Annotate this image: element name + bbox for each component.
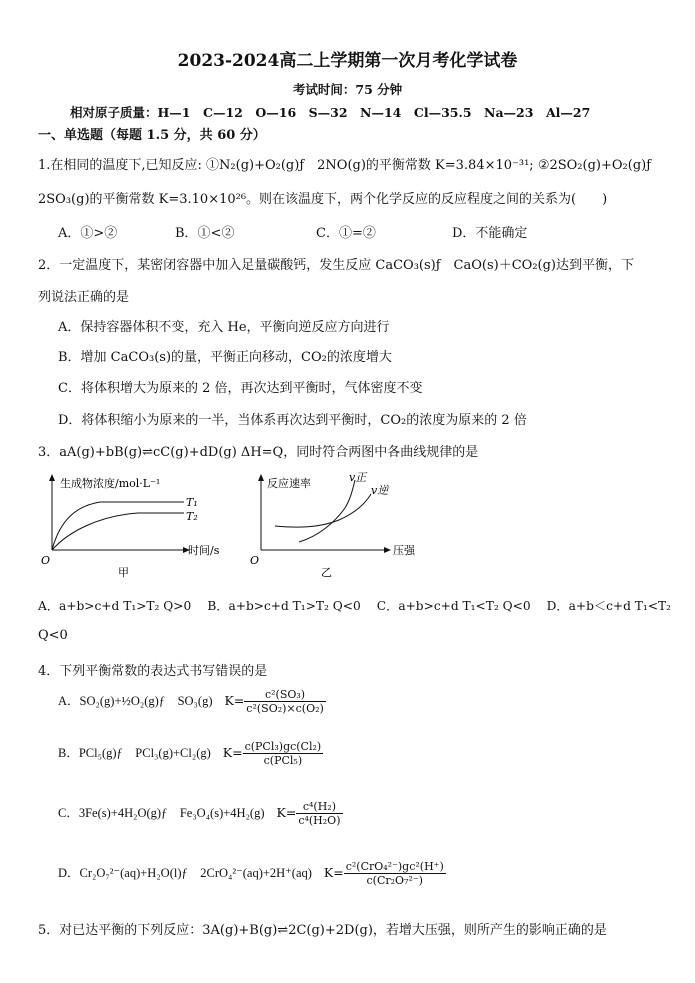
- chart-yi-vrev-label: v逆: [371, 484, 389, 497]
- chart-jia-caption: 甲: [118, 566, 129, 579]
- q4-b-k: K=: [222, 745, 243, 760]
- q4-b-fraction: [243, 740, 324, 767]
- chart-jia-origin: O: [41, 554, 51, 567]
- q4-d-num: c²(CrO₄²⁻)gc²(H⁺): [345, 860, 444, 873]
- q2-line1: 2．一定温度下，某密闭容器中加入足量碳酸钙，发生反应 CaCO₃(s)ƒ CaO(s)＋CO₂(g)达到平衡，下: [38, 258, 634, 273]
- q4-b-den: c(PCl₅): [263, 754, 303, 767]
- chart-yi-caption: 乙: [321, 566, 332, 579]
- chart-jia-t1-label: T₁: [186, 496, 198, 509]
- chart-yi-vfwd-label: v正: [349, 471, 367, 484]
- q1-line1: 1.在相同的温度下,已知反应: ①N₂(g)+O₂(g)ƒ 2NO(g)的平衡常数 K=3.84×10⁻³¹; ②2SO₂(g)+O₂(g)ƒ: [38, 158, 652, 173]
- q1-option-b: B．①<②: [175, 226, 235, 241]
- q3-options-line1: A．a+b>c+d T₁>T₂ Q>0 B．a+b>c+d T₁>T₂ Q<0 C．a+b>c+d T₁<T₂ Q<0 D．a+b＜c+d T₁<T₂: [38, 599, 672, 613]
- section-heading: 一、单选题（每题 1.5 分，共 60 分）: [38, 128, 266, 143]
- q3-options-line2: Q<0: [38, 628, 68, 643]
- q4-c-k: K=: [276, 805, 297, 820]
- q2-option-d: D．将体积缩小为原来的一半，当体系再次达到平衡时，CO₂的浓度为原来的 2 倍: [58, 413, 527, 428]
- chart-yi-x-arrow: [384, 547, 391, 553]
- chart-yi-ylabel: 反应速率: [267, 477, 311, 490]
- q4-option-c: [58, 800, 343, 827]
- q4-a-den: c²(SO₂)×c(O₂): [246, 702, 324, 715]
- q4-a-fraction: [244, 688, 326, 715]
- q4-a-num: c²(SO₃): [244, 688, 326, 702]
- q1-option-d: D．不能确定: [452, 226, 528, 241]
- chart-jia-t2-label: T₂: [186, 510, 198, 523]
- q4-d-equation: D．Cr₂O₇²⁻(aq)+H₂O(l)ƒ 2CrO₄²⁻(aq)+2H⁺(aq): [58, 866, 312, 880]
- q1-option-c: C．①=②: [316, 226, 376, 241]
- exam-title: 2023-2024高二上学期第一次月考化学试卷: [177, 51, 518, 71]
- q4-c-num: c⁴(H₂): [296, 800, 342, 814]
- q4-d-den: c(Cr₂O₇²⁻): [366, 874, 423, 887]
- q2-line2: 列说法正确的是: [38, 290, 130, 305]
- q4-d-fraction: [344, 860, 446, 887]
- q4-d-k: K=: [323, 865, 344, 880]
- chart-jia-ylabel: 生成物浓度/mol·L⁻¹: [60, 477, 161, 490]
- q4-b-num: c(PCl₃)gc(Cl₂): [244, 740, 322, 753]
- chart-jia-curve-t1: [52, 502, 184, 550]
- q4-line1: 4．下列平衡常数的表达式书写错误的是: [38, 664, 268, 679]
- chart-yi: [247, 470, 432, 582]
- chart-yi-xlabel: 压强: [393, 544, 415, 557]
- chart-jia: [38, 470, 238, 582]
- chart-yi-curve-v-rev: [275, 494, 371, 527]
- chart-jia-y-arrow: [49, 474, 55, 481]
- q1-line2: 2SO₃(g)的平衡常数 K=3.10×10²⁶。则在该温度下，两个化学反应的反应程度之间的关系为( ): [38, 192, 608, 207]
- q2-option-b: B．增加 CaCO₃(s)的量，平衡正向移动，CO₂的浓度增大: [58, 350, 392, 365]
- q4-option-b: [58, 740, 323, 767]
- chart-jia-curve-t2: [52, 513, 184, 550]
- q4-a-equation: A．SO₂(g)+½O₂(g)ƒ SO₃(g): [58, 694, 213, 708]
- q5-line1: 5．对已达平衡的下列反应：3A(g)+B(g)⇌2C(g)+2D(g)，若增大压强，则所产生的影响正确的是: [38, 923, 607, 938]
- chart-yi-y-arrow: [258, 474, 264, 481]
- q4-b-equation: B．PCl₅(g)ƒ PCl₃(g)+Cl₂(g): [58, 746, 211, 760]
- q4-c-equation: C．3Fe(s)+4H₂O(g)ƒ Fe₃O₄(s)+4H₂(g): [58, 806, 265, 820]
- q4-c-den: c⁴(H₂O): [298, 814, 341, 827]
- chart-yi-origin: O: [250, 554, 260, 567]
- q4-option-a: [58, 688, 326, 715]
- q4-a-k: K=: [224, 693, 245, 708]
- q4-c-fraction: [296, 800, 342, 827]
- chart-jia-xlabel: 时间/s: [188, 544, 220, 557]
- exam-time: 考试时间：75 分钟: [292, 82, 403, 97]
- q4-option-d: [58, 860, 446, 887]
- q1-option-a: A．①>②: [58, 226, 118, 241]
- q2-option-a: A．保持容器体积不变，充入 He，平衡向逆反应方向进行: [58, 320, 390, 335]
- q3-line1: 3．aA(g)+bB(g)⇌cC(g)+dD(g) ΔH=Q，同时符合两图中各曲线规律的是: [38, 445, 479, 460]
- atomic-masses: 相对原子质量：H—1 C—12 O—16 S—32 N—14 Cl—35.5 Na—23 Al—27: [70, 105, 591, 120]
- q2-option-c: C．将体积增大为原来的 2 倍，再次达到平衡时，气体密度不变: [58, 381, 423, 396]
